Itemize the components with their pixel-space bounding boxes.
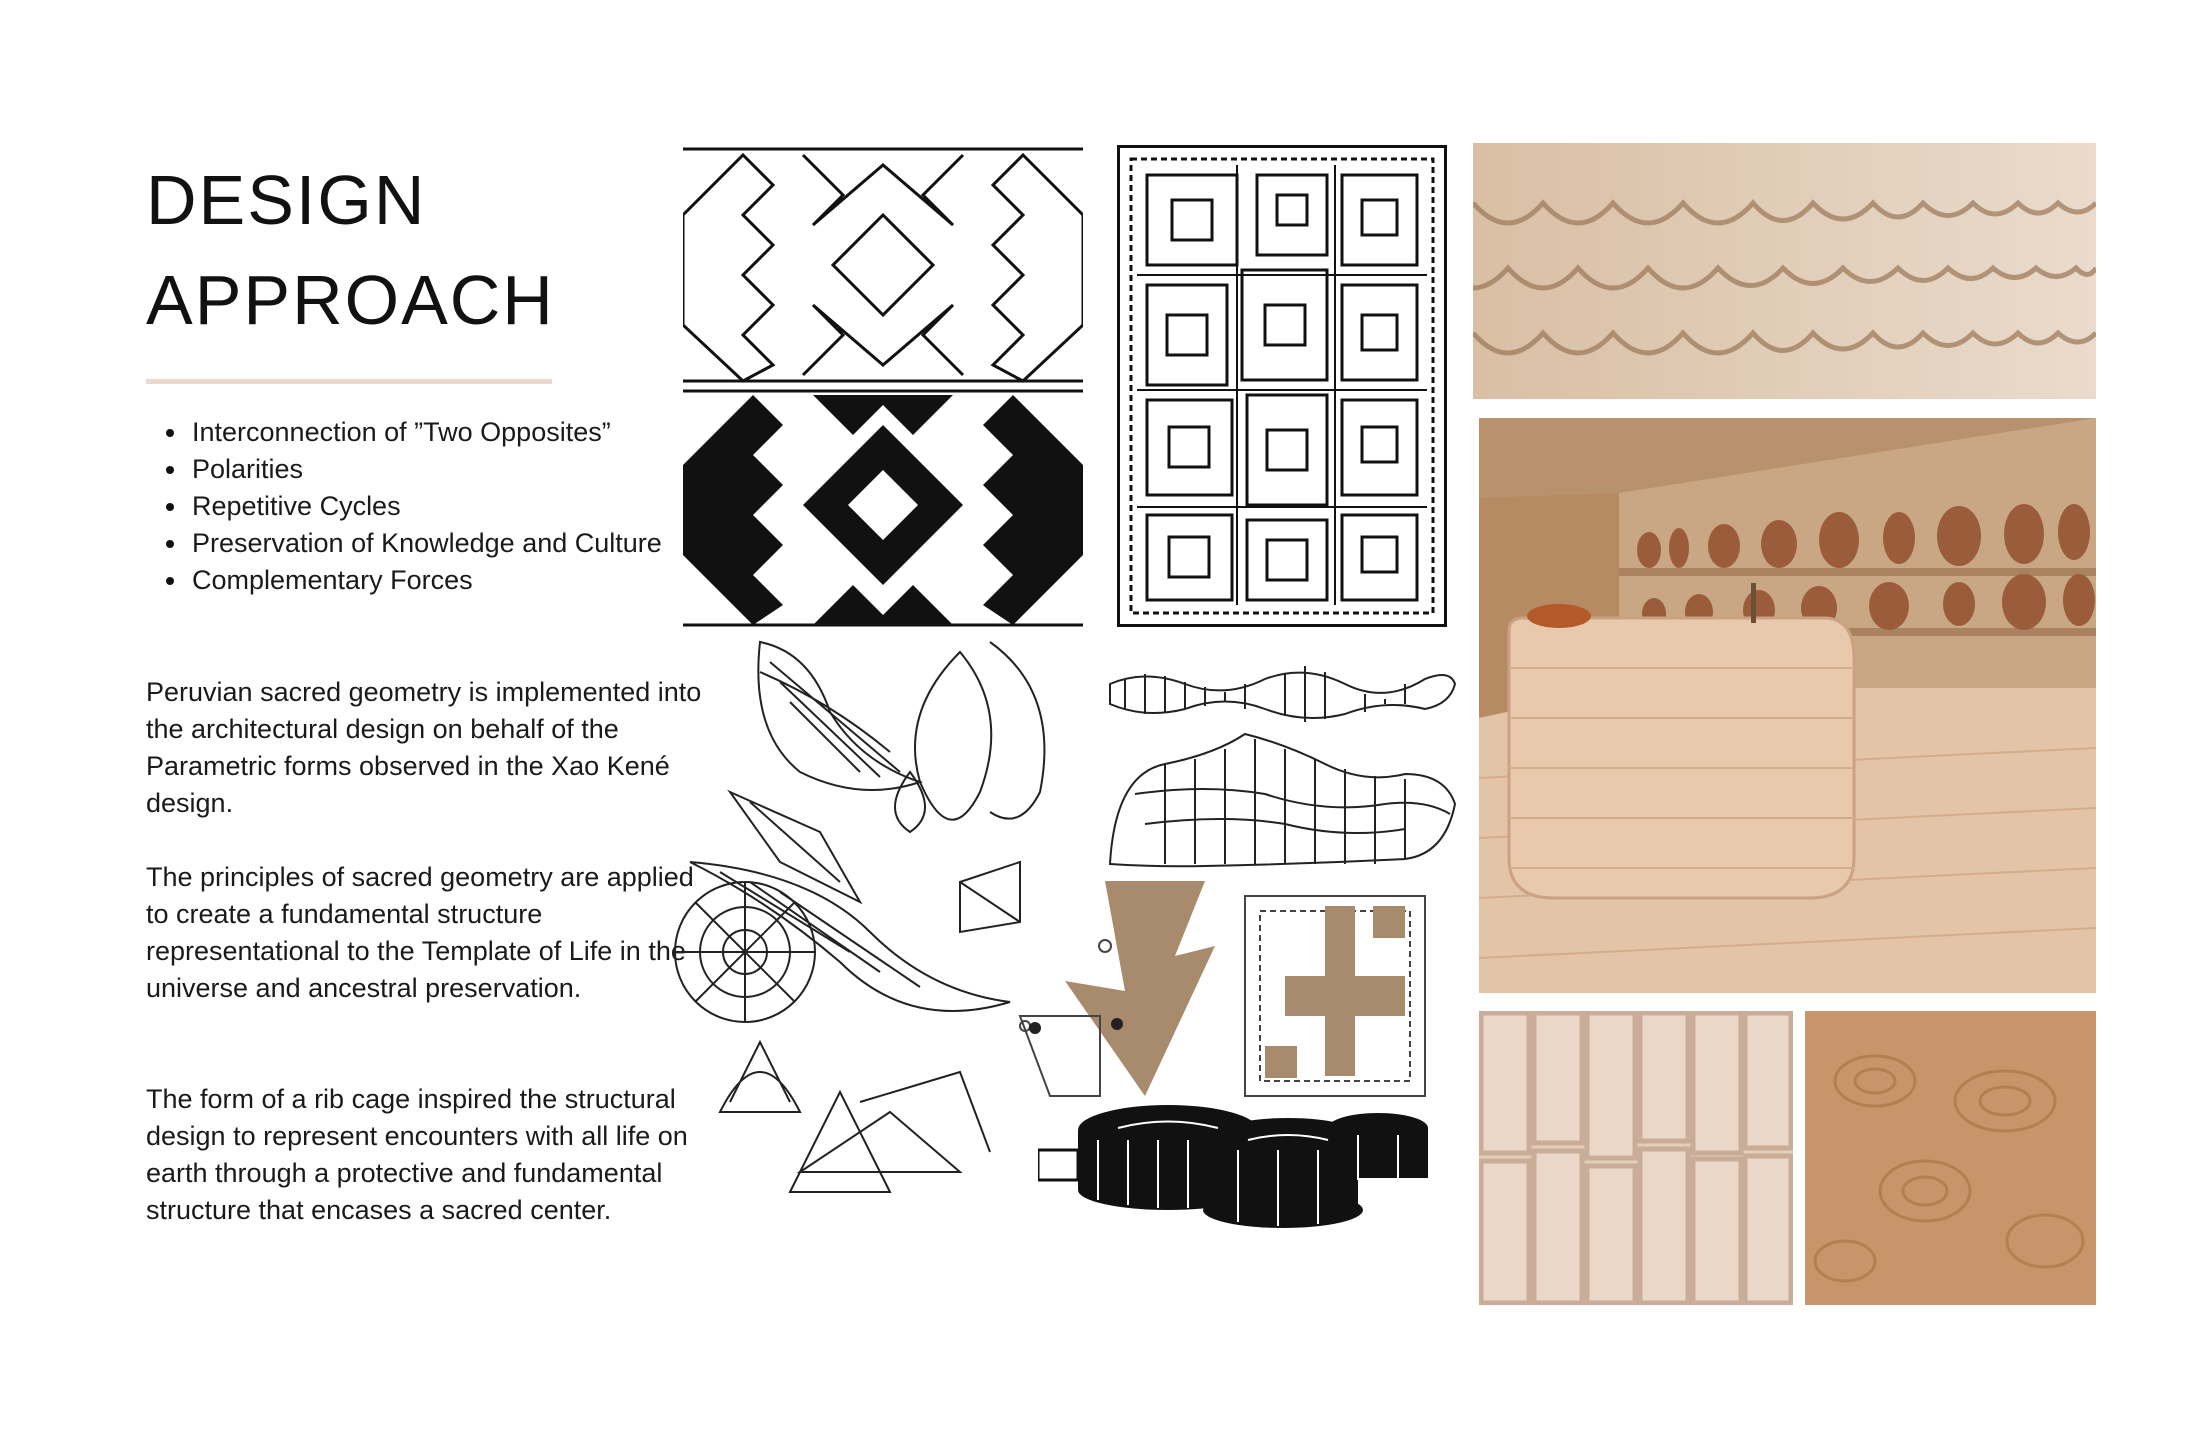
page-title xyxy=(146,150,706,350)
title-divider xyxy=(146,379,552,384)
list-item: Polarities xyxy=(166,451,706,488)
list-item: Preservation of Knowledge and Culture xyxy=(166,525,706,562)
paragraph-rib-cage: The form of a rib cage inspired the structural design to represent encounters with all life on earth through a protective and fundamental structure that encases a sacred center. xyxy=(146,1084,688,1225)
pattern-motif-image xyxy=(683,145,1083,630)
list-item: Complementary Forces xyxy=(166,562,706,599)
timber-shingle-photo xyxy=(1473,143,2096,399)
geometric-plan-sketch-image xyxy=(1005,876,1440,1101)
clay-tile-photo xyxy=(1479,1011,1793,1305)
woven-forms-sketch-image xyxy=(1105,654,1460,874)
title-line-1: DESIGN xyxy=(146,161,427,239)
list-item: Repetitive Cycles xyxy=(166,488,706,525)
kene-pattern-image xyxy=(1117,145,1447,627)
concept-list xyxy=(166,414,706,599)
interior-pottery-photo xyxy=(1479,418,2096,993)
paragraph-sacred-geometry: Peruvian sacred geometry is implemented into the architectural design on behalf of the Parametric forms observed in the Xao Kené design. xyxy=(146,677,702,818)
title-line-2: APPROACH xyxy=(146,261,555,339)
burl-wood-photo xyxy=(1805,1011,2096,1305)
hatched-form-sketch-image xyxy=(1038,1100,1438,1230)
paragraph-principles: The principles of sacred geometry are applied to create a fundamental structure representational to the Template of Life in the universe and ancestral preservation. xyxy=(146,862,694,1003)
list-item: Interconnection of ”Two Opposites” xyxy=(166,414,706,451)
